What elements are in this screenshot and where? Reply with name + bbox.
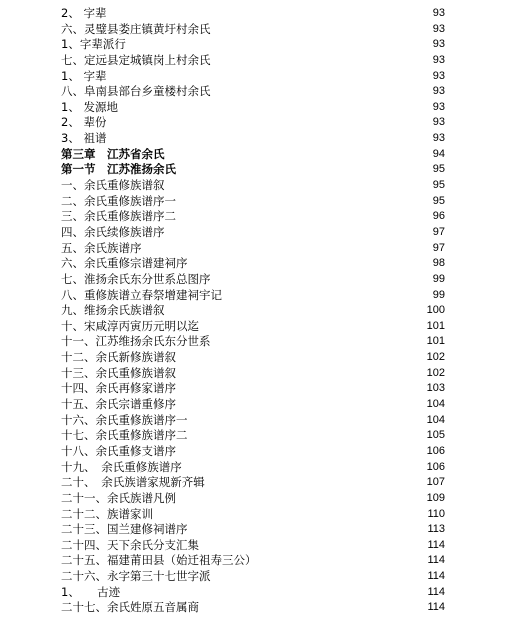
toc-entry-title: 十三、余氏重修族谱叙	[61, 365, 176, 380]
toc-entry-row	[61, 507, 445, 523]
toc-entry-page-number: 93	[432, 132, 445, 145]
toc-entry-row	[61, 334, 445, 350]
toc-entry-page-number: 93	[432, 22, 445, 35]
toc-entry-title: 十二、余氏新修族谱叙	[61, 350, 176, 365]
toc-entry-row	[61, 209, 445, 225]
toc-entry-title: 五、余氏族谱序	[61, 240, 142, 255]
toc-entry-page-number: 99	[432, 272, 445, 285]
toc-entry-title: 3、 祖谱	[61, 131, 107, 146]
toc-entry-row	[61, 194, 445, 210]
toc-entry-title: 四、余氏续修族谱序	[61, 224, 165, 239]
toc-entry-page-number: 93	[432, 38, 445, 51]
toc-entry-page-number: 99	[432, 288, 445, 301]
toc-entry-title: 1、 古迹	[61, 584, 121, 599]
toc-entry-page-number: 93	[432, 85, 445, 98]
table-of-contents	[61, 6, 445, 616]
toc-entry-row	[61, 553, 445, 569]
toc-entry-row	[61, 585, 445, 601]
toc-entry-title: 1、字辈派行	[61, 37, 126, 52]
toc-heading-row	[61, 147, 445, 163]
toc-entry-row	[61, 37, 445, 53]
toc-entry-title: 二、余氏重修族谱序一	[61, 193, 176, 208]
toc-heading-row	[61, 162, 445, 178]
toc-entry-row	[61, 178, 445, 194]
toc-entry-page-number: 114	[427, 585, 445, 598]
toc-entry-title: 三、余氏重修族谱序二	[61, 209, 176, 224]
toc-entry-row	[61, 225, 445, 241]
toc-entry-page-number: 110	[427, 507, 445, 520]
toc-entry-title: 二十七、余氏姓原五音属商	[61, 600, 199, 615]
toc-entry-row	[61, 303, 445, 319]
toc-entry-page-number: 96	[432, 210, 445, 223]
toc-entry-page-number: 95	[432, 194, 445, 207]
toc-entry-title: 八、阜南县部台乡童楼村余氏	[61, 84, 211, 99]
toc-entry-page-number: 104	[426, 413, 445, 426]
toc-entry-title: 九、维扬余氏族谱叙	[61, 303, 165, 318]
toc-entry-page-number: 93	[432, 69, 445, 82]
toc-entry-title: 二十四、天下余氏分支汇集	[61, 537, 199, 552]
toc-entry-page-number: 107	[426, 476, 445, 489]
toc-entry-page-number: 114	[427, 601, 445, 614]
toc-entry-page-number: 100	[426, 304, 445, 317]
toc-entry-title: 2、 字辈	[61, 6, 107, 20]
toc-entry-row	[61, 350, 445, 366]
toc-entry-page-number: 94	[432, 147, 445, 160]
toc-entry-title: 十八、余氏重修支谱序	[61, 443, 176, 458]
toc-entry-page-number: 114	[427, 538, 445, 551]
toc-entry-page-number: 93	[432, 7, 445, 19]
toc-entry-page-number: 95	[432, 179, 445, 192]
toc-entry-title: 二十一、余氏族谱凡例	[61, 490, 176, 505]
toc-entry-row	[61, 538, 445, 554]
toc-entry-row	[61, 256, 445, 272]
toc-entry-title: 十九、 余氏重修族谱序	[61, 459, 182, 474]
toc-entry-title: 2、 辈份	[61, 115, 107, 130]
toc-entry-page-number: 93	[432, 100, 445, 113]
toc-entry-row	[61, 413, 445, 429]
toc-entry-row	[61, 522, 445, 538]
toc-entry-page-number: 114	[427, 554, 445, 567]
toc-entry-row	[61, 475, 445, 491]
toc-entry-page-number: 93	[432, 53, 445, 66]
toc-entry-page-number: 101	[426, 319, 445, 332]
toc-entry-row	[61, 381, 445, 397]
toc-entry-title: 第一节 江苏淮扬余氏	[61, 162, 176, 177]
toc-entry-title: 一、余氏重修族谱叙	[61, 178, 165, 193]
toc-entry-title: 十七、余氏重修族谱序二	[61, 428, 188, 443]
toc-entry-page-number: 93	[432, 116, 445, 129]
toc-entry-page-number: 114	[427, 570, 445, 583]
toc-entry-title: 二十二、族谱家训	[61, 506, 153, 521]
toc-entry-row	[61, 84, 445, 100]
toc-entry-page-number: 106	[426, 444, 445, 457]
toc-entry-page-number: 105	[426, 429, 445, 442]
toc-entry-title: 十四、余氏再修家谱序	[61, 381, 176, 396]
toc-entry-title: 二十五、福建莆田县（始迁祖寿三公）	[61, 553, 257, 568]
toc-entry-row	[61, 366, 445, 382]
toc-entry-title: 1、 字辈	[61, 68, 107, 83]
toc-entry-row	[61, 100, 445, 116]
toc-entry-title: 八、重修族谱立春祭增建祠宇记	[61, 287, 222, 302]
toc-entry-row	[61, 600, 445, 616]
toc-entry-row	[61, 6, 445, 22]
toc-entry-row	[61, 491, 445, 507]
toc-entry-page-number: 109	[426, 491, 445, 504]
toc-entry-title: 十五、余氏宗谱重修序	[61, 397, 176, 412]
toc-entry-page-number: 95	[432, 163, 445, 176]
toc-entry-row	[61, 53, 445, 69]
toc-entry-row	[61, 115, 445, 131]
toc-entry-page-number: 98	[432, 257, 445, 270]
toc-entry-row	[61, 569, 445, 585]
toc-entry-page-number: 104	[426, 398, 445, 411]
toc-entry-page-number: 97	[432, 241, 445, 254]
toc-entry-row	[61, 22, 445, 38]
toc-entry-row	[61, 69, 445, 85]
toc-entry-title: 十、宋咸淳丙寅历元明以迄	[61, 318, 199, 333]
toc-entry-row	[61, 460, 445, 476]
toc-entry-row	[61, 241, 445, 257]
toc-entry-title: 第三章 江苏省余氏	[61, 146, 165, 161]
toc-entry-title: 七、定远县定城镇岗上村余氏	[61, 52, 211, 67]
toc-entry-title: 二十六、永字第三十七世字派	[61, 569, 211, 584]
toc-entry-page-number: 113	[427, 523, 445, 536]
toc-entry-page-number: 102	[426, 351, 445, 364]
toc-entry-row	[61, 272, 445, 288]
toc-entry-row	[61, 288, 445, 304]
toc-entry-row	[61, 444, 445, 460]
toc-entry-row	[61, 428, 445, 444]
toc-entry-title: 1、 发源地	[61, 99, 118, 114]
toc-entry-title: 六、余氏重修宗谱建祠序	[61, 256, 188, 271]
toc-entry-title: 十六、余氏重修族谱序一	[61, 412, 188, 427]
toc-entry-row	[61, 131, 445, 147]
toc-entry-page-number: 102	[426, 366, 445, 379]
toc-entry-title: 二十三、国兰建修祠谱序	[61, 522, 188, 537]
toc-entry-title: 十一、江苏维扬余氏东分世系	[61, 334, 211, 349]
toc-entry-row	[61, 319, 445, 335]
toc-entry-title: 六、灵璧县娄庄镇黄圩村余氏	[61, 21, 211, 36]
toc-entry-page-number: 103	[426, 382, 445, 395]
toc-entry-page-number: 101	[426, 335, 445, 348]
toc-entry-page-number: 97	[432, 225, 445, 238]
toc-entry-row	[61, 397, 445, 413]
toc-entry-title: 七、淮扬余氏东分世系总图序	[61, 271, 211, 286]
toc-entry-title: 二十、 余氏族谱家规新齐辑	[61, 475, 205, 490]
toc-entry-page-number: 106	[426, 460, 445, 473]
